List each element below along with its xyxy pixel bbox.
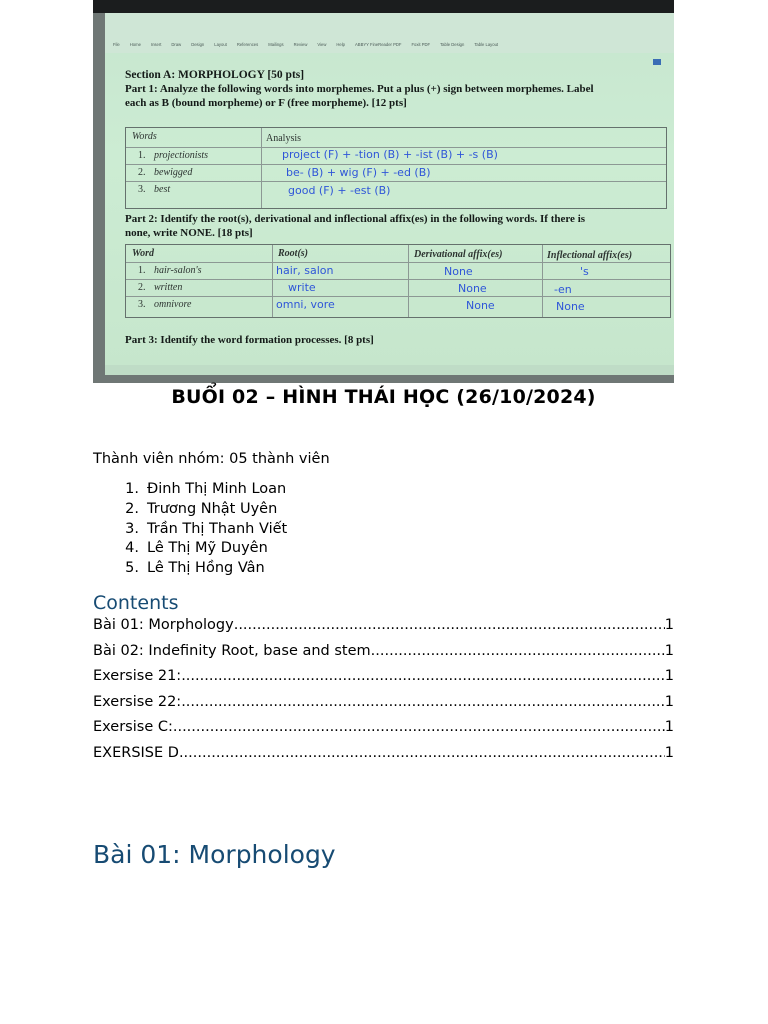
ribbon-tab: Mailings [268,41,284,47]
section-a-title: Section A: MORPHOLOGY [50 pts] [125,69,305,81]
toc-page: 1 [664,617,674,633]
member-name: Trương Nhật Uyên [147,500,278,517]
handwritten-derivational: None [444,265,473,278]
row-number: 2. [138,282,146,293]
row-number: 3. [138,184,146,195]
list-item [93,520,287,540]
handwritten-answer: good (F) + -est (B) [288,184,391,197]
handwritten-root: hair, salon [276,264,334,277]
toc-leader [181,694,665,710]
table-rule [126,262,670,263]
ribbon-tab: ABBYY FineReader PDF [354,41,402,47]
ribbon-tab: Insert [150,41,162,47]
analysis-table [125,127,667,209]
list-number: 4. [125,540,139,557]
toc-entry[interactable] [93,668,674,688]
ribbon-tab: Table Layout [474,41,499,47]
ribbon-tab: Design [191,41,205,47]
word-status-bar [105,365,674,375]
toc-entry[interactable] [93,745,674,765]
ribbon-tab: Help [336,41,345,47]
ribbon-tab: Foxit PDF [411,41,431,47]
ribbon-tab: Review [293,41,308,47]
toc-entry[interactable] [93,617,674,637]
ribbon-tab: View [317,41,327,47]
list-item [93,539,287,559]
affix-table [125,244,671,318]
part3-instructions: Part 3: Identify the word formation processes. [8 pts] [125,334,374,346]
toc-label[interactable]: Exersise 22: [93,694,182,710]
ribbon-tab: References [236,41,259,47]
toc-label[interactable]: Bài 01: Morphology [93,617,234,633]
toc-page: 1 [664,643,674,659]
handwritten-derivational: None [458,282,487,295]
word-ribbon [105,13,674,53]
exam-photo [93,0,674,383]
toc-page: 1 [664,668,674,684]
handwritten-root: write [288,281,316,294]
row-number: 1. [138,265,146,276]
list-item [93,500,287,520]
member-name: Đinh Thị Minh Loan [147,481,287,497]
toc-label[interactable]: Exersise 21: [93,668,182,684]
handwritten-inflectional: -en [554,283,572,296]
table-rule [126,279,670,280]
member-name: Lê Thị Mỹ Duyên [147,540,268,557]
handwritten-root: omni, vore [276,298,335,311]
table-rule [126,164,666,165]
word-cell: best [154,184,171,195]
table-header-words: Words [132,131,157,142]
ribbon-tab: File [113,41,120,47]
member-list [93,480,287,579]
table-rule [126,181,666,182]
exam-document [111,53,673,365]
list-item [93,480,287,500]
table-header-analysis: Analysis [266,133,301,144]
toc-entry[interactable] [93,719,674,739]
ribbon-tab: Draw [171,41,182,47]
contents-heading: Contents [93,592,179,614]
toc-entry[interactable] [93,643,674,663]
word-cell: written [154,282,183,293]
part2-instructions-1: Part 2: Identify the root(s), derivational and inflectional affix(es) in the following words. If there is [125,213,586,225]
table-divider [542,245,543,317]
toc-page: 1 [664,745,674,761]
toc-label[interactable]: EXERSISE D [93,745,179,761]
list-number: 1. [125,481,139,497]
table-divider [261,128,262,208]
member-name: Lê Thị Hồng Vân [147,560,265,577]
section-heading: Bài 01: Morphology [93,840,336,869]
table-header-word: Word [132,248,155,259]
handwritten-answer: be- (B) + wig (F) + -ed (B) [286,166,431,179]
toc-leader [371,643,665,659]
ribbon-tab: Home [129,41,141,47]
table-header-inflectional: Inflectional affix(es) [547,250,633,261]
toc-leader [173,719,665,735]
row-number: 3. [138,299,146,310]
toc-label[interactable]: Exersise C: [93,719,173,735]
word-window [105,13,674,375]
member-name: Trần Thị Thanh Viết [147,520,288,537]
handwritten-inflectional: 's [580,265,589,278]
toc-entry[interactable] [93,694,674,714]
ribbon-tab: Table Design [440,41,465,47]
list-number: 5. [125,560,139,577]
row-number: 2. [138,167,146,178]
list-item [93,559,287,579]
row-number: 1. [138,150,146,161]
list-number: 3. [125,520,139,537]
handwritten-answer: project (F) + -tion (B) + -ist (B) + -s (B) [282,148,498,161]
members-label: Thành viên nhóm: 05 thành viên [93,451,330,467]
toc-leader [179,745,665,761]
list-number: 2. [125,500,139,517]
ribbon-tabs [113,39,498,49]
word-cell: omnivore [154,299,192,310]
part2-instructions-2: none, write NONE. [18 pts] [125,227,253,239]
word-cell: bewigged [154,167,193,178]
table-divider [272,245,273,317]
table-header-roots: Root(s) [278,248,308,259]
table-header-derivational: Derivational affix(es) [414,249,503,260]
toc-leader [234,617,665,633]
part1-instructions-2: each as B (bound morpheme) or F (free morpheme). [12 pts] [125,97,407,109]
toc-leader [181,668,665,684]
handwritten-derivational: None [466,299,495,312]
document-title: BUỔI 02 – HÌNH THÁI HỌC (26/10/2024) [171,386,596,408]
toc-page: 1 [664,694,674,710]
word-cell: hair-salon's [154,265,202,276]
handwritten-inflectional: None [556,300,585,313]
table-divider [408,245,409,317]
photo-top-edge [93,0,674,13]
ribbon-tab: Layout [214,41,227,47]
toc-label[interactable]: Bài 02: Indefinity Root, base and stem [93,643,371,659]
part1-instructions-1: Part 1: Analyze the following words into morphemes. Put a plus (+) sign between morphemes. Label [125,83,594,95]
table-rule [126,296,670,297]
toc-page: 1 [664,719,674,735]
word-cell: projectionists [154,150,209,161]
